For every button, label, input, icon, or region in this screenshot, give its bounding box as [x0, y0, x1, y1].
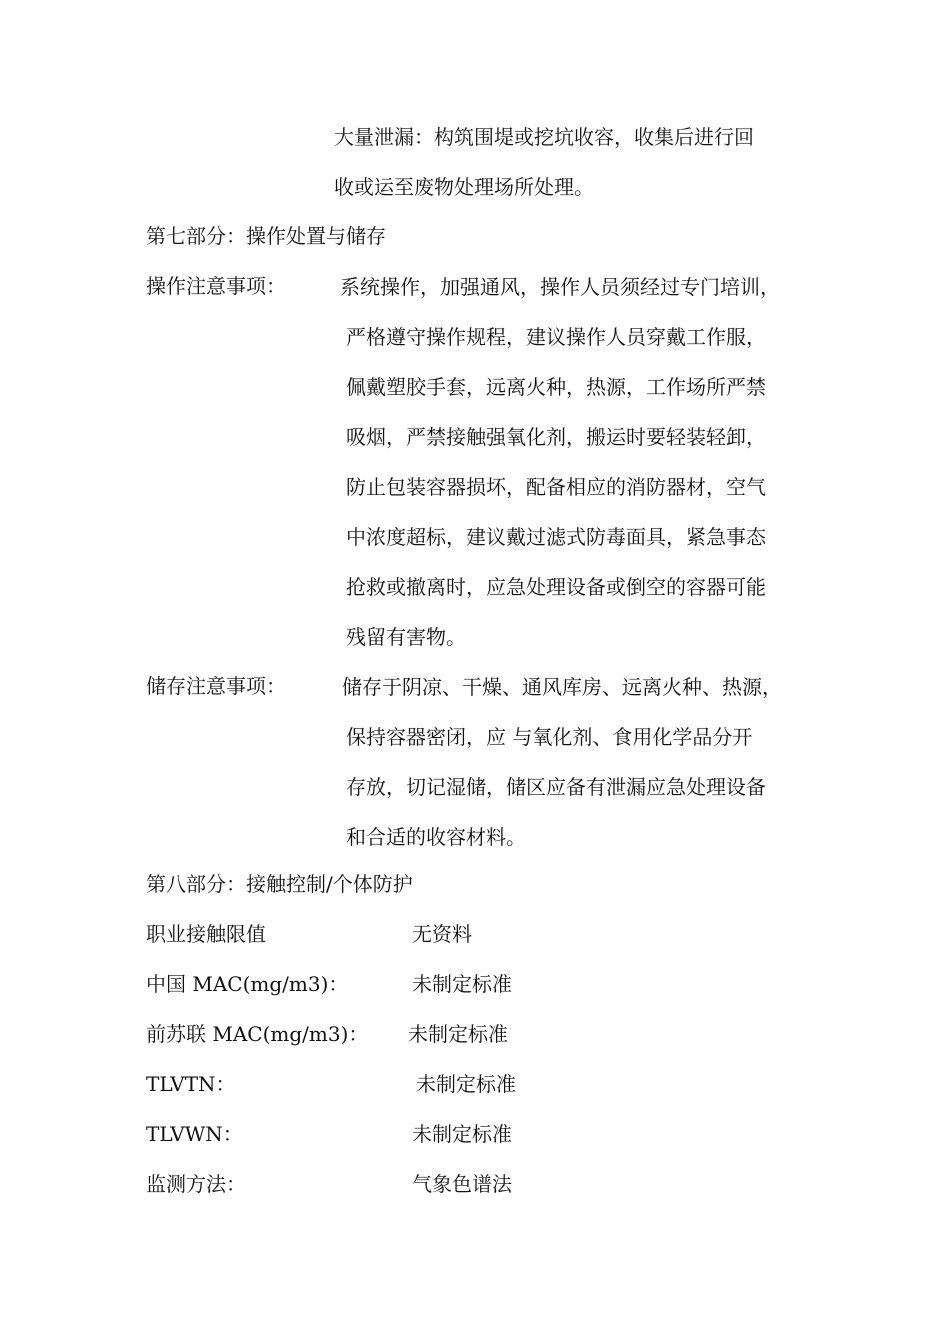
monitoring-method-value: 气象色谱法 [412, 1172, 512, 1196]
storage-line: 存放，切记湿储，储区应备有泄漏应急处理设备 [346, 775, 766, 799]
china-mac-value: 未制定标准 [412, 972, 512, 996]
ussr-mac-value: 未制定标准 [408, 1022, 508, 1046]
operation-line: 佩戴塑胶手套，远离火种，热源，工作场所严禁 [346, 375, 766, 399]
operation-line: 吸烟，严禁接触强氧化剂，搬运时要轻装轻卸， [346, 425, 766, 449]
operation-line: 中浓度超标，建议戴过滤式防毒面具，紧急事态 [346, 525, 766, 549]
leak-large-paragraph [334, 112, 754, 212]
monitoring-method-label: 监测方法： [146, 1172, 246, 1196]
storage-line: 和合适的收容材料。 [346, 825, 526, 849]
operation-line: 抢救或撤离时，应急处理设备或倒空的容器可能 [346, 575, 766, 599]
ussr-mac-label: 前苏联 MAC(mg/m3)： [146, 1022, 369, 1046]
operation-line: 残留有害物。 [346, 625, 466, 649]
storage-line: 保持容器密闭，应 与氧化剂、食用化学品分开 [346, 725, 753, 749]
storage-paragraph [342, 662, 782, 862]
tlvtn-label: TLVTN： [146, 1072, 236, 1096]
storage-label: 储存注意事项： [146, 674, 286, 698]
section7-title: 第七部分：操作处置与储存 [146, 224, 386, 248]
leak-line: 收或运至废物处理场所处理。 [334, 175, 594, 199]
operation-label: 操作注意事项： [146, 274, 286, 298]
exposure-limit-label: 职业接触限值 [146, 922, 266, 946]
section8-title: 第八部分：接触控制/个体防护 [146, 872, 413, 896]
leak-line: 大量泄漏：构筑围堤或挖坑收容，收集后进行回 [334, 125, 754, 149]
operation-line: 系统操作，加强通风，操作人员须经过专门培训， [340, 275, 780, 299]
tlvwn-label: TLVWN： [146, 1122, 243, 1146]
operation-line: 严格遵守操作规程，建议操作人员穿戴工作服， [346, 325, 766, 349]
operation-line: 防止包装容器损坏，配备相应的消防器材，空气 [346, 475, 766, 499]
exposure-limit-value: 无资料 [412, 922, 472, 946]
china-mac-label: 中国 MAC(mg/m3)： [146, 972, 349, 996]
tlvtn-value: 未制定标准 [416, 1072, 516, 1096]
operation-paragraph [340, 262, 780, 662]
tlvwn-value: 未制定标准 [412, 1122, 512, 1146]
storage-line: 储存于阴凉、干燥、通风库房、远离火种、热源， [342, 675, 782, 699]
